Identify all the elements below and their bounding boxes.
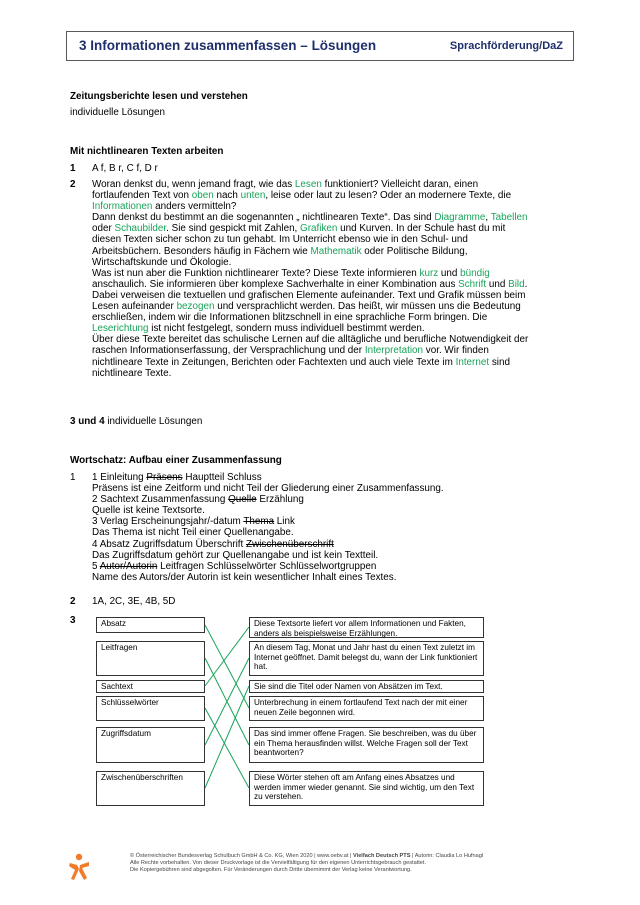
footer-text: © Österreichischer Bundesverlag Schulbuch GmbH & Co. KG, Wien 2020 | www.oebv.at | Vielfach Deutsch PTS | Autorin: Claudia Lo Hufnagl Alle Rechte vorbehalten. Von dieser Druckvorlage ist die Vervielfältigung für den eigenen Unterrichtsgebrauch gestattet. Die Kopiergebühren sind abgegolten. Für Veränderungen durch Dritte übernimmt der Verlag keine Verantwortung. — [130, 853, 484, 874]
answer-word: bezogen — [176, 301, 215, 313]
definition-box: Diese Wörter stehen oft am Anfang eines Absatzes und werden immer wieder genannt. Sie sind wichtig, um den Text zu verstehen. — [249, 771, 484, 806]
word-list: 1 Einleitung Präsens Hauptteil Schluss Präsens ist eine Zeitform und nicht Teil der Gliederung einer Zusammenfassung. 2 Sachtext Zusammenfassung Quelle Erzählung Quelle ist keine Textsorte. 3 Verlag Erscheinungsjahr/-datum Thema Link Das Thema ist nicht Teil einer Quellenangabe. 4 Absatz Zugriffsdatum Überschrift Zwischenüberschrift Das Zugriffsdatum gehört zur Quellenangabe und ist kein Textteil. 5 Autor/Autorin Leitfragen Schlüsselwörter Schlüsselwortgruppen Name des Autors/der Autorin ist kein wesentlicher Inhalt eines Textes. — [92, 472, 444, 583]
publisher-logo — [68, 853, 90, 881]
section-heading: Mit nichtlinearen Texten arbeiten — [70, 146, 224, 157]
term-box: Zugriffsdatum — [96, 727, 205, 763]
term-box: Zwischenüberschriften — [96, 771, 205, 806]
item-number: 2 — [70, 179, 76, 190]
answer-word: Diagramme — [434, 212, 486, 224]
answer-word: Schaubilder — [114, 223, 167, 235]
match-line — [205, 686, 249, 788]
match-line — [205, 658, 249, 745]
answer-text: 1A, 2C, 3E, 4B, 5D — [92, 596, 176, 607]
answer-word: Tabellen — [490, 212, 528, 224]
answer-text: A f, B r, C f, D r — [92, 163, 158, 174]
answer-word: Mathematik — [310, 245, 362, 257]
struck-word: Autor/Autorin — [99, 560, 158, 572]
answer-word: Leserichtung — [92, 323, 149, 335]
cloze-paragraph: Woran denkst du, wenn jemand fragt, wie das Lesen funktioniert? Vielleicht daran, einen fortlaufenden Text von oben nach unten, leise oder laut zu lesen? Oder an modernere Texte, die Informationen anders vermitteln? Dann denkst du bestimmt an die sogenannten „ nichtlinearen Texte“. Das sind Diagramme, Tabellen oder Schaubilder. Sie sind gespickt mit Zahlen, Grafiken und Kurven. In der Schule hast du mit diesen Texten sicher schon zu tun gehabt. Im Unterricht ebenso wie in den Schul- und Arbeitsbüchern. Besonders häufig in Fächern wie Mathematik oder Politische Bildung, Wirtschaftskunde und Ökologie. Was ist nun aber die Funktion nichtlinearer Texte? Diese Texte informieren kurz und bündig anschaulich. Sie informieren über komplexe Sachverhalte in einer Kombination aus Schrift und Bild. Dabei verweisen die textuellen und grafischen Elemente aufeinander. Text und Grafik müssen beim Lesen aufeinander bezogen und versprachlicht werden. Das heißt, wir müssen uns die Bedeutung erschließen, indem wir die Informationen blitzschnell in eine sprachliche Form bringen. Die Leserichtung ist nicht festgelegt, sondern muss individuell bestimmt werden. Über diese Texte bereitet das schulische Lernen auf die alltägliche und berufliche Notwendigkeit der raschen Informationserfassung, der Versprachlichung und der Interpretation vor. Wir finden nichtlineare Texte in Zeitungen, Berichten oder Fachtexten und auch viele Texte im Internet sind nichtlineare Texte. — [92, 179, 529, 379]
section-text: individuelle Lösungen — [70, 107, 165, 118]
term-box: Sachtext — [96, 680, 205, 693]
page-header — [66, 31, 574, 61]
struck-word: Thema — [243, 516, 275, 528]
term-box: Absatz — [96, 617, 205, 633]
answer-word: unten — [240, 190, 266, 202]
match-line — [205, 627, 249, 686]
subject-label: Sprachförderung/DaZ — [449, 40, 563, 52]
definition-box: Das sind immer offene Fragen. Sie beschreiben, was du über ein Thema herausfinden willst. Welche Fragen soll der Text beantworten? — [249, 727, 484, 763]
answer-word: Informationen — [92, 201, 153, 213]
answer-word: Bild — [508, 278, 525, 290]
answer-word: kurz — [419, 267, 439, 279]
section-heading: Wortschatz: Aufbau einer Zusammenfassung — [70, 455, 282, 466]
answer-word: Lesen — [294, 179, 322, 190]
item-number: 1 — [70, 472, 76, 483]
term-box: Leitfragen — [96, 641, 205, 676]
answer-word: Grafiken — [300, 223, 338, 235]
definition-box: Unterbrechung in einem fortlaufend Text nach der mit einer neuen Zeile begonnen wird. — [249, 696, 484, 721]
section-heading: Zeitungsberichte lesen und verstehen — [70, 91, 248, 102]
item-number: 2 — [70, 596, 76, 607]
struck-word: Präsens — [146, 472, 183, 483]
answer-word: bündig — [460, 267, 490, 279]
match-line — [205, 658, 249, 745]
match-line — [205, 625, 249, 708]
term-box: Schlüsselwörter — [96, 696, 205, 721]
answer-word: oben — [191, 190, 214, 202]
definition-box: Diese Textsorte liefert vor allem Informationen und Fakten, anders als beispielsweise Erzählungen. — [249, 617, 484, 638]
struck-word: Zwischenüberschrift — [246, 538, 334, 550]
definition-box: An diesem Tag, Monat und Jahr hast du einen Text zuletzt im Internet geöffnet. Damit belegst du, wann der Link funktioniert hat. — [249, 641, 484, 676]
answer-word: Schrift — [458, 278, 487, 290]
item-number: 1 — [70, 163, 76, 174]
item-number: 3 — [70, 615, 76, 626]
answer-word: Internet — [455, 356, 490, 368]
page-title: 3 Informationen zusammenfassen – Lösungen — [79, 38, 377, 53]
answer-text: 3 und 4 individuelle Lösungen — [70, 416, 203, 427]
answer-word: Interpretation — [364, 345, 424, 357]
struck-word: Quelle — [228, 494, 257, 506]
definition-box: Sie sind die Titel oder Namen von Absätzen im Text. — [249, 680, 484, 693]
match-line — [205, 708, 249, 788]
